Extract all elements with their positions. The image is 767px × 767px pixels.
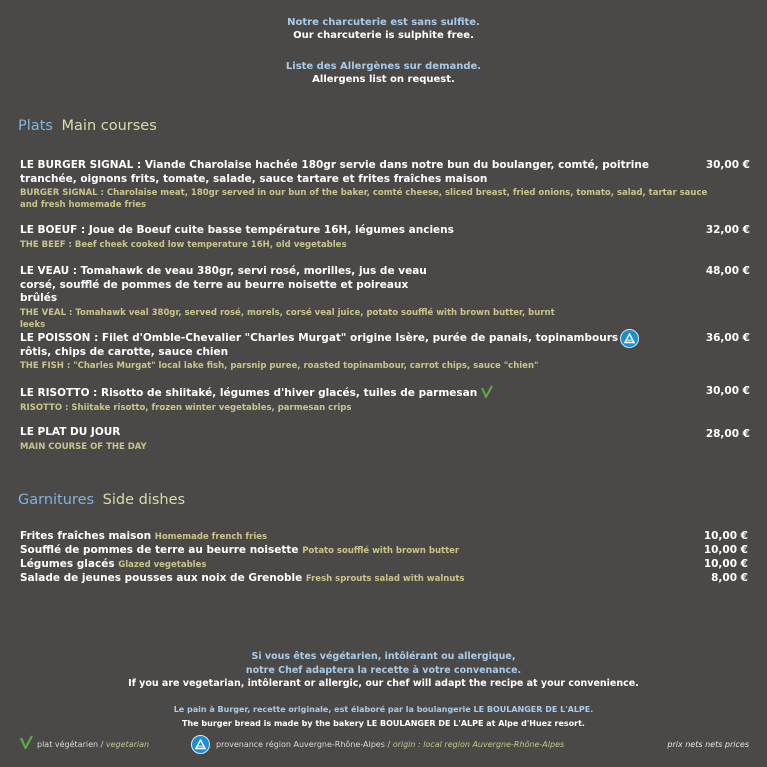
- bread-note-fr: Le pain à Burger, recette originale, est élaboré par la boulangerie LE BOULANGER DE L'ALPE.: [173, 705, 594, 714]
- dish-fr: [20, 385, 720, 401]
- legend-sep: /: [100, 740, 104, 749]
- legend-sep: /: [387, 740, 391, 749]
- dish-fr: LE VEAU : Tomahawk de veau 380gr, servi rosé, morilles, jus de veau corsé, soufflé de pommes de terre au beurre noisette et poireaux brûlés: [20, 265, 427, 304]
- dish-burger: [20, 159, 720, 211]
- legend-region-en: origin : local region Auvergne-Rhône-Alpes: [392, 740, 565, 749]
- side-price: 10,00 €: [703, 544, 748, 556]
- legend-veg-en: vegetarian: [105, 740, 150, 749]
- side-dish: [20, 557, 206, 572]
- legend-prices: [667, 740, 749, 749]
- side-dish: [20, 529, 267, 544]
- mains-title: [18, 118, 157, 134]
- side-en: Potato soufflé with brown butter: [302, 546, 460, 556]
- dish-en: THE BEEF : Beef cheek cooked low temperature 16H, old vegetables: [20, 239, 347, 250]
- dish-fr: LE BOEUF : Joue de Boeuf cuite basse température 16H, légumes anciens: [20, 224, 454, 236]
- dish-price: 32,00 €: [705, 224, 750, 236]
- dish-price: 28,00 €: [705, 428, 750, 440]
- charcuterie-fr: Notre charcuterie est sans sulfite.: [287, 17, 480, 28]
- sides-title: [18, 492, 185, 508]
- dish-en: MAIN COURSE OF THE DAY: [20, 441, 147, 452]
- dish-en: THE VEAL : Tomahawk veal 380gr, served rosé, morels, corsé veal juice, potato soufflé with brown butter, burnt leeks: [20, 307, 555, 330]
- side-dish: [20, 543, 459, 558]
- dish-price: 30,00 €: [705, 385, 750, 397]
- local-region-icon: [191, 735, 210, 754]
- vegetarian-leaf-icon: [481, 385, 493, 398]
- dish-fish: [20, 332, 720, 372]
- bread-note: [0, 703, 767, 731]
- dish-price: 30,00 €: [705, 159, 750, 171]
- vegetarian-leaf-icon: [20, 735, 33, 749]
- charcuterie-en: Our charcuterie is sulphite free.: [293, 30, 474, 41]
- allergens-note: [0, 60, 767, 86]
- vegetarian-note: [0, 650, 767, 691]
- legend-net-fr: prix nets: [667, 740, 703, 749]
- legend-veg-fr: plat végétarien: [37, 740, 99, 749]
- local-region-icon: [620, 329, 639, 348]
- side-price: 10,00 €: [703, 558, 748, 570]
- legend-vegetarian: [37, 740, 149, 749]
- legend-region: [216, 740, 564, 749]
- side-fr: Légumes glacés: [20, 558, 115, 570]
- veg-note-fr-2: notre Chef adaptera la recette à votre convenance.: [245, 664, 522, 676]
- sides-title-fr: Garnitures: [18, 492, 95, 508]
- bread-note-en: The burger bread is made by the bakery LE BOULANGER DE L'ALPE at Alpe d'Huez resort.: [182, 719, 585, 728]
- dish-fr-text: LE RISOTTO : Risotto de shiitaké, légumes d'hiver glacés, tuiles de parmesan: [20, 387, 478, 399]
- sides-title-en: Side dishes: [102, 492, 186, 508]
- charcuterie-note: [0, 16, 767, 42]
- side-price: 10,00 €: [703, 530, 748, 542]
- dish-en: BURGER SIGNAL : Charolaise meat, 180gr served in our bun of the baker, comté cheese, sliced breast, fried onions, tomato, salad, tartar sauce and fresh homemade fries: [20, 188, 708, 210]
- mains-title-fr: Plats: [18, 118, 53, 134]
- dish-fr: LE BURGER SIGNAL : Viande Charolaise hachée 180gr servie dans notre bun du boulanger, comté, poitrine tranchée, oignons frits, tomate, salade, sauce tartare et frites fraîches maison: [20, 159, 650, 185]
- dish-price: 48,00 €: [705, 265, 750, 277]
- side-en: Homemade french fries: [154, 532, 268, 542]
- side-en: Glazed vegetables: [118, 560, 207, 570]
- dish-fr: LE PLAT DU JOUR: [20, 426, 121, 438]
- side-price: 8,00 €: [711, 572, 748, 584]
- side-fr: Salade de jeunes pousses aux noix de Grenoble: [20, 572, 303, 584]
- mains-title-en: Main courses: [61, 118, 157, 134]
- veg-note-fr-1: Si vous êtes végétarien, intôlérant ou allergique,: [251, 651, 516, 662]
- legend-net-en: nets prices: [705, 740, 749, 749]
- allergens-en: Allergens list on request.: [312, 74, 455, 85]
- legend-region-fr: provenance région Auvergne-Rhône-Alpes: [216, 740, 385, 749]
- dish-veal: [20, 265, 720, 331]
- dish-risotto: [20, 385, 720, 414]
- side-fr: Frites fraîches maison: [20, 530, 152, 542]
- allergens-fr: Liste des Allergènes sur demande.: [285, 61, 482, 72]
- dish-beef: [20, 224, 720, 251]
- dish-en: RISOTTO : Shiitake risotto, frozen winter vegetables, parmesan crips: [20, 402, 352, 413]
- dish-of-the-day: [20, 426, 720, 453]
- dish-en: THE FISH : "Charles Murgat" local lake fish, parsnip puree, roasted topinambour, carrot chips, sauce "chien": [20, 361, 539, 371]
- dish-fr: LE POISSON : Filet d'Omble-Chevalier "Charles Murgat" origine Isère, purée de panais, topinambours rôtis, chips de carotte, sauce chien: [20, 332, 619, 358]
- veg-note-en: If you are vegetarian, intôlerant or allergic, our chef will adapt the recipe at your convenience.: [128, 678, 639, 689]
- dish-price: 36,00 €: [705, 332, 750, 344]
- side-en: Fresh sprouts salad with walnuts: [305, 574, 465, 584]
- side-fr: Soufflé de pommes de terre au beurre noisette: [20, 544, 299, 556]
- side-dish: [20, 571, 465, 586]
